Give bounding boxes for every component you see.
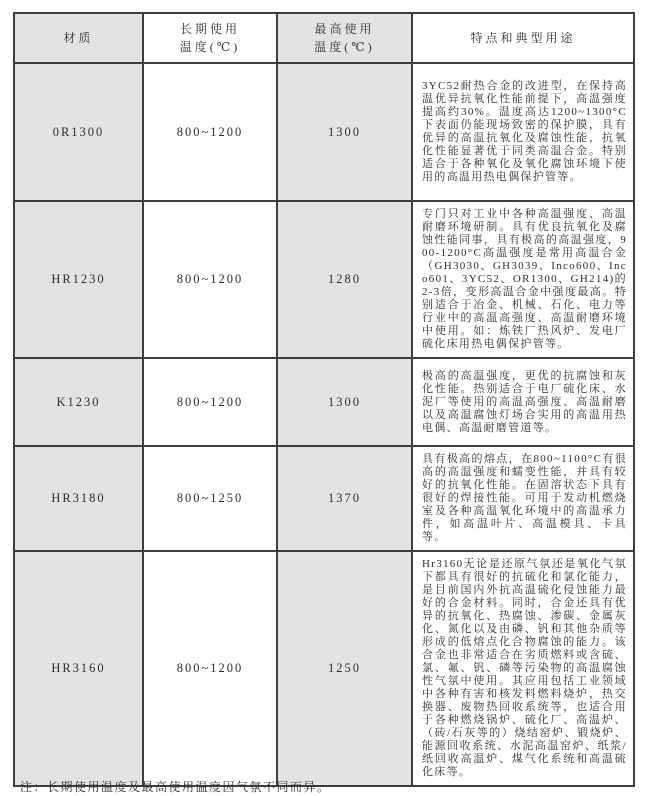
max-temp-cell: 1250 (277, 551, 412, 786)
material-cell: K1230 (14, 358, 143, 446)
header-features: 特点和典型用途 (412, 13, 634, 63)
material-cell: 0R1300 (14, 63, 143, 201)
header-long-term-line1: 长期使用 (179, 22, 240, 36)
long-term-temp-cell: 800~1250 (143, 446, 277, 551)
material-cell: HR3180 (14, 446, 143, 551)
long-term-temp-cell: 800~1200 (143, 63, 277, 201)
header-max-temp-line1: 最高使用 (314, 22, 375, 36)
header-max-temp-line2: 温度(℃) (314, 40, 375, 54)
long-term-temp-cell: 800~1200 (143, 358, 277, 446)
max-temp-cell: 1280 (277, 201, 412, 358)
material-cell: HR3160 (14, 551, 143, 786)
header-long-term-temp (143, 13, 277, 63)
table-row-K1230 (14, 358, 634, 446)
header-max-temp (277, 13, 412, 63)
footnote: 注：长期使用温度及最高使用温度因气氛不同而异。 (20, 780, 331, 794)
header-long-term-line2: 温度(℃) (179, 40, 241, 54)
max-temp-cell: 1300 (277, 63, 412, 201)
description-cell: 3YC52耐热合金的改进型，在保持高温优异抗氧化性能前提下，高温强度提高约30%。温度高达1200~1300°C下表面仍能现场致密的保护膜，具有优异的高温抗氧化及腐蚀性能，抗氧化性能显著优于同类高温合金。特别适合于各种氧化及氧化腐蚀环境下使用的高温用热电偶保护管等。 (412, 63, 634, 201)
table-row-HR3180 (14, 446, 634, 551)
description-cell: 极高的高温强度，更优的抗腐蚀和灰化性能。热别适合于电厂硫化床、水泥厂等使用的高温高强度、高温耐磨以及高温腐蚀灯场合实用的高温用热电偶、高温耐磨管道等。 (412, 358, 634, 446)
header-material: 材质 (14, 13, 143, 63)
max-temp-cell: 1370 (277, 446, 412, 551)
table-row-HR1230 (14, 201, 634, 358)
description-cell: 具有极高的熔点，在800~1100°C有很高的高温强度和蠕变性能，并具有较好的抗氧化性能。在固溶状态下具有很好的焊接性能。可用于发动机燃烧室及各种高温氧化环境中的高温承力件，如高温叶片、高温模具、卡具等。 (412, 446, 634, 551)
header-row (14, 13, 634, 63)
long-term-temp-cell: 800~1200 (143, 201, 277, 358)
table-row-HR3160 (14, 551, 634, 786)
description-cell: Hr3160无论是还原气氛还是氧化气氛下都具有很好的抗硫化和氯化能力，是目前国内外抗高温硫化侵蚀能力最好的合金材料。同时，合金还具有优异的抗氧化、热腐蚀、渗碳、金属灰化、氮化以及由磷、钒和其他杂质等形成的低熔点化合物腐蚀的能力。该合金也非常适合在劣质燃料或含硫、氯、氟、钒、磷等污染物的高温腐蚀性气氛中使用。其应用包括工业领域中各种有害和核发料燃料烧炉，热交换器、废物热回收系统等，也适合用于各种燃烧锅炉、硫化厂、高温炉、（砖/石灰等的）烧结窑炉、锻烧炉、能源回收系统、水泥高温窑炉、纸浆/纸回收高温炉、煤气化系统和高温硫化床等。 (412, 551, 634, 786)
long-term-temp-cell: 800~1200 (143, 551, 277, 786)
max-temp-cell: 1300 (277, 358, 412, 446)
table-row-0R1300 (14, 63, 634, 201)
material-cell: HR1230 (14, 201, 143, 358)
alloy-spec-table (13, 12, 635, 787)
description-cell: 专门只对工业中各种高温强度、高温耐磨环境研制。具有优良抗氧化及腐蚀性能同事，具有极高的高温强度，900-1200°C高温强度是常用高温合金（GH3030、GH3039、Inco600、Inco601、3YC52、OR1300、GH214)的2-3倍，变形高温合金中强度最高。特别适合于冶金、机械、石化、电力等行业中的高温高强度、高温耐磨环境中使用。如：炼铁厂热风炉、发电厂硫化床用热电偶保护管等。 (412, 201, 634, 358)
